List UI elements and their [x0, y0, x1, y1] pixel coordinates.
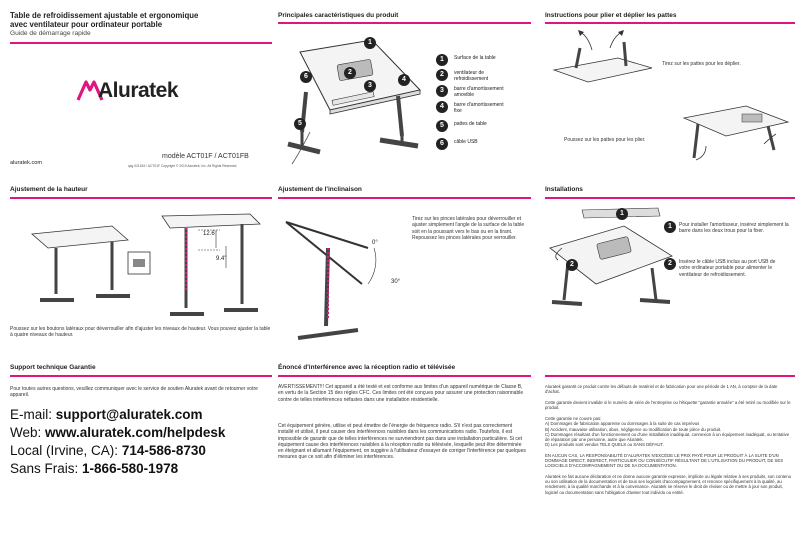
features-rule: [278, 22, 531, 24]
subtitle: Guide de démarrage rapide: [10, 30, 91, 37]
tilt-title: Ajustement de l'inclinaison: [278, 186, 362, 193]
legend-item: 3 barre d'amortissement amovible: [436, 85, 512, 98]
web-link[interactable]: www.aluratek.com/helpdesk: [45, 425, 226, 440]
height-text: Poussez sur les boutons latéraux pour déverrouiller afin d'ajuster les niveaux de hauteur. Vous pouvez ajuster la table à quatre niveaux de hauteur.: [10, 326, 271, 339]
tilt-illustration: [282, 208, 402, 348]
height-rule: [10, 197, 272, 199]
interference-p1: AVERTISSEMENT!!! Cet appareil a été testé et est conforme aux limites d'un appareil numérique de Classe B, en vertu de la Section 15 des règles CFC. Ces limites ont été conçues pour assurer une protection raisonnable contre de telles interférences néfastes dans une installation résidentielle.: [278, 384, 524, 403]
email-link[interactable]: support@aluratek.com: [55, 407, 203, 422]
height-illustration: [20, 210, 270, 322]
warranty-text: [545, 384, 793, 501]
legs-fold-text: Poussez sur les pattes pour les plier.: [564, 137, 646, 143]
legend-item: 5 pattes de table: [436, 120, 512, 132]
model-number: modèle ACT01F / ACT01FB: [162, 153, 249, 160]
callout-3: 3: [364, 80, 376, 92]
warranty-p3: Cette garantie ne couvre pas: A) Dommages de fabrication apparente ou dommages à la suite de cas imprévus B) Accident, mauvaise utilisation, abus, négligence ou modification de toute pièce du produit. C) Dommages résultant d'un fonctionnement ou d'une installation inadéquat, connexion à un équipement inadéquat, ou tentative de réparation par une personne, autre que Aluratek. D) Les produits sont vendus TELS QUELS ou SANS DÉFAUT.: [545, 416, 790, 447]
support-intro: Pour toutes autres questions, veuillez communiquer avec le service de soutien Aluratek avant de retourner votre appareil.: [10, 386, 258, 399]
interference-rule: [278, 375, 531, 377]
callout-4: 4: [398, 74, 410, 86]
legs-title: Instructions pour plier et déplier les pattes: [545, 12, 677, 19]
callout-1: 1: [364, 37, 376, 49]
legs-rule: [545, 22, 795, 24]
callout-5: 5: [294, 118, 306, 130]
support-web: Web: www.aluratek.com/helpdesk: [10, 425, 226, 440]
warranty-p5: Aluratek ne fait aucune déclaration et ne donne aucune garantie expresse, implicite ou légale relative à ses produits, son contenu ou son utilisation de la documentation et de tous ses logiciels d'accompagnement, et renonce spécifiquement à la qualité, au rendement, à la qualité marchande et à la convenance. Aluratek se réserve le droit de réviser ou de mettre à jour son produit, logiciel ou documentation sans l'obligation d'aviser tout individu ou entité.: [545, 474, 792, 495]
support-rule: [10, 375, 272, 377]
support-email: E-mail: support@aluratek.com: [10, 407, 203, 422]
legend-item: 4 barre d'amortissement fixe: [436, 101, 512, 114]
interference-title: Énoncé d'interférence avec la réception radio et télévisée: [278, 364, 456, 371]
support-local-phone: Local (Irvine, CA): 714-586-8730: [10, 443, 206, 458]
install-step-2-badge: 2: [664, 258, 676, 270]
title-line-2: avec ventilateur pour ordinateur portable: [10, 20, 163, 29]
install-title: Installations: [545, 186, 583, 193]
height-dim-top: 12.6": [203, 231, 217, 237]
logo-text: Aluratek: [98, 79, 179, 102]
legend-item: 2 ventilateur de refroidissement: [436, 69, 512, 82]
legs-unfold-text: Tirez sur les pattes pour les déplier.: [662, 61, 741, 67]
install-callout-1: 1: [616, 208, 628, 220]
tilt-rule: [278, 197, 531, 199]
callout-6: 6: [300, 71, 312, 83]
support-title: Support technique Garantie: [10, 364, 96, 371]
support-tollfree-phone: Sans Frais: 1-866-580-1978: [10, 461, 179, 476]
install-step-2-text: Insérez le câble USB inclus au port USB de votre ordinateur portable pour alimenter le ventilateur de refroidissement.: [679, 259, 776, 278]
document-title: [10, 11, 270, 38]
tilt-angle-min: 0°: [372, 240, 378, 246]
height-title: Ajustement de la hauteur: [10, 186, 88, 193]
install-step-1-badge: 1: [664, 221, 676, 233]
website: aluratek.com: [10, 160, 43, 166]
callout-2: 2: [344, 67, 356, 79]
legend-item: 1 Surface de la table: [436, 54, 512, 66]
legs-unfold-illustration: [548, 28, 658, 88]
features-legend: [436, 54, 536, 154]
warranty-rule: [545, 375, 795, 377]
install-callout-2: 2: [566, 259, 578, 271]
tilt-angle-max: 30°: [391, 279, 401, 285]
title-rule: [10, 42, 272, 44]
tilt-text: Tirez sur les pinces latérales pour déverrouiller et ajuster simplement l'angle de la surface de la table soit en la poussant vers le bas ou en la tirant. Repoussez les pinces latérales pour verrouiller.: [412, 216, 525, 241]
features-title: Principales caractéristiques du produit: [278, 12, 399, 19]
warranty-p4: EN AUCUN CAS, LA RESPONSABILITÉ D'ALURATEK N'EXCÈDE LE PRIX PAYÉ POUR LE PRODUIT À LA SUITE D'UN DOMMAGE DIRECT, INDIRECT, PARTICULIER OU CONSÉCUTIF RÉSULTANT DE L'UTILISATION DU PRODUIT, DE SES LOGICIELS D'ACCOMPAGNEMENT OU DE SA DOCUMENTATION.: [545, 452, 784, 469]
install-illustration: [548, 204, 674, 308]
height-dim-bottom: 9.4": [216, 256, 227, 262]
warranty-p2: Cette garantie devient invalide si le numéro de série de l'entreprise ou l'étiquette "garantie annulée" a été retiré ou modifiée sur le produit.: [545, 400, 791, 411]
legs-fold-illustration: [676, 88, 794, 168]
warranty-p1: Aluratek garantit ce produit contre les défauts de matériel et de fabrication pour une période de 1 AN, à compter de la date d'achat.: [545, 384, 778, 395]
aluratek-logo: [76, 78, 196, 104]
interference-p2: Cet équipement génère, utilise et peut émettre de l'énergie de fréquence radio. S'il n'est pas correctement installé et utilisé, il peut causer des interférences nuisibles dans les communications radio. Toutefois, il est impossible de garantir que de telles interférences ne survriendront pas dans une installation particulière. Si cet équipement cause des interférences nuisibles à la réception radio ou télévisée, lesquelle peut être déterminée en éteignant et allumant l'équipement, on suggère à l'utilisateur d'essayer de corriger l'interférence par quelques mesures que ce soit afin d'éliminer les interférences.: [278, 423, 526, 461]
title-line-1: Table de refroidissement ajustable et ergonomique: [10, 11, 199, 20]
features-table-illustration: [280, 32, 430, 167]
legend-item: 6 câble USB: [436, 138, 512, 150]
fine-print: qsg 021619 / ACT01F Copyright © 2019 Aluratek, Inc. All Rights Reserved.: [128, 164, 238, 168]
install-rule: [545, 197, 795, 199]
install-step-1-text: Pour installer l'amortisseur, insérez simplement la barre dans les deux trous pour la fixer.: [679, 222, 789, 235]
